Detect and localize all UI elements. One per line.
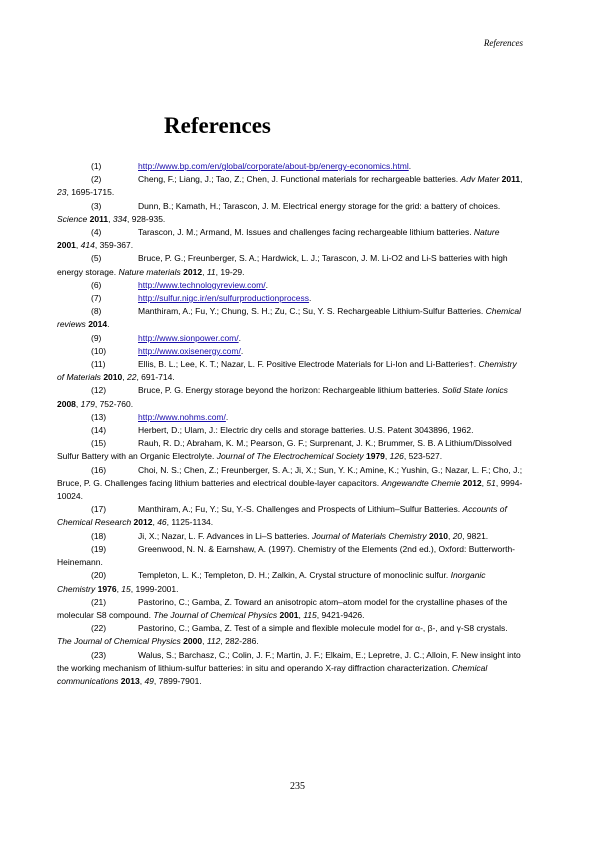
reference-year: 1979	[366, 451, 385, 462]
reference-link[interactable]: http://www.technologyreview.com/	[138, 279, 266, 290]
reference-italic-text: Solid State Ionics	[442, 385, 508, 396]
reference-text: ,	[202, 266, 207, 277]
reference-list	[57, 160, 523, 688]
reference-number: (22)	[91, 623, 107, 634]
reference-year: 1976	[97, 583, 117, 594]
reference-year: 2001	[279, 609, 299, 620]
reference-text: , 1999-2001.	[130, 583, 179, 594]
reference-italic-text: 15	[121, 583, 131, 594]
reference-text: Templeton, L. K.; Templeton, D. H.; Zalkin, A. Crystal structure of monoclinic sulfur.	[138, 570, 451, 581]
reference-item	[57, 437, 523, 463]
reference-text: , 1125-1134.	[166, 517, 214, 528]
reference-italic-text: 112	[206, 636, 221, 647]
reference-italic-text: Journal of Materials Chemistry	[311, 530, 427, 541]
reference-text: , 752-760.	[94, 398, 134, 409]
reference-number: (10)	[91, 345, 107, 356]
reference-text: ,	[298, 609, 304, 620]
reference-italic-text: 414	[80, 240, 95, 251]
reference-text: , 9994-10024.	[57, 477, 523, 502]
reference-italic-text: Inorganic Chemistry	[57, 570, 486, 594]
reference-italic-text: Chemical reviews	[57, 306, 522, 330]
reference-text: Manthiram, A.; Fu, Y.; Su, Y.-S. Challenges and Prospects of Lithium–Sulfur Batteries.	[138, 504, 463, 515]
reference-item	[57, 596, 523, 622]
reference-number: (1)	[91, 161, 102, 171]
reference-italic-text: 22	[126, 372, 137, 383]
reference-item	[57, 424, 523, 437]
reference-item	[57, 464, 523, 504]
reference-item	[57, 622, 523, 648]
reference-text: Choi, N. S.; Chen, Z.; Freunberger, S. A.; Ji, X.; Sun, Y. K.; Amine, K.; Yushin, G.; Nazar, L. F.; Cho, J.; Bruce, P. G. Challenges facing lithium batteries and electrical double-layer capacitors.	[57, 464, 523, 488]
reference-italic-text: 115	[303, 609, 317, 620]
reference-italic-text: Journal of The Electrochemical Society	[216, 451, 364, 462]
reference-link[interactable]: http://sulfur.nigc.ir/en/sulfurproductionprocess	[138, 293, 310, 304]
reference-number: (18)	[91, 530, 107, 541]
reference-text: ,	[520, 174, 523, 185]
reference-year: 2014	[88, 319, 108, 330]
reference-text: .	[265, 279, 268, 290]
reference-number: (20)	[91, 570, 107, 581]
reference-text: Ellis, B. L.; Lee, K. T.; Nazar, L. F. Positive Electrode Materials for Li-Ion and Li-Batteries†.	[138, 359, 479, 370]
reference-year: 2008	[57, 398, 76, 409]
reference-item	[57, 345, 523, 358]
reference-text: .	[238, 332, 242, 343]
reference-italic-text: Chemical communications	[57, 662, 488, 686]
reference-year: 2012	[462, 477, 482, 488]
reference-text: , 691-714.	[136, 372, 175, 383]
reference-italic-text: The Journal of Chemical Physics	[57, 636, 181, 647]
reference-number: (9)	[91, 332, 102, 343]
reference-text: .	[225, 411, 229, 422]
reference-number: (8)	[91, 306, 102, 317]
reference-text: Dunn, B.; Kamath, H.; Tarascon, J. M. Electrical energy storage for the grid: a battery of choices.	[138, 200, 501, 211]
reference-item	[57, 160, 523, 173]
reference-text: .	[309, 293, 312, 304]
reference-item	[57, 305, 523, 331]
reference-link[interactable]: http://www.oxisenergy.com/	[138, 345, 241, 356]
reference-italic-text: Chemistry of Materials	[57, 359, 517, 383]
reference-italic-text: Nature	[473, 227, 500, 238]
reference-text: , 359-367.	[94, 240, 134, 251]
reference-item	[57, 358, 523, 384]
reference-year: 2013	[120, 675, 140, 686]
reference-italic-text: 334	[112, 213, 127, 224]
reference-number: (4)	[91, 227, 102, 238]
reference-number: (6)	[91, 279, 102, 290]
reference-text: , 282-286.	[220, 636, 259, 647]
reference-text: ,	[152, 517, 158, 528]
reference-number: (13)	[91, 411, 107, 422]
reference-item	[57, 252, 523, 278]
reference-link[interactable]: http://www.nohms.com/	[138, 411, 226, 422]
reference-text: .	[408, 161, 412, 171]
page-title: References	[164, 113, 271, 138]
reference-text: ,	[108, 213, 113, 224]
reference-text: , 9421-9426.	[316, 609, 365, 620]
reference-text: ,	[139, 675, 145, 686]
reference-text: ,	[447, 530, 453, 541]
reference-number: (23)	[91, 649, 107, 660]
reference-number: (2)	[91, 174, 102, 185]
reference-italic-text: 20	[452, 530, 463, 541]
reference-text: , 9821.	[462, 530, 489, 541]
reference-text: , 928-935.	[127, 213, 166, 224]
reference-text: ,	[202, 636, 207, 647]
page-number: 235	[290, 781, 305, 792]
reference-italic-text: Nature materials	[118, 266, 181, 277]
reference-year: 2011	[89, 213, 109, 224]
reference-italic-text: Accounts of Chemical Research	[57, 504, 507, 528]
reference-item	[57, 649, 523, 689]
reference-text: Ji, X.; Nazar, L. F. Advances in Li–S batteries.	[138, 530, 312, 541]
reference-text: Herbert, D.; Ulam, J.: Electric dry cells and storage batteries. U.S. Patent 3043896, 1962.	[138, 425, 474, 436]
reference-link[interactable]: http://www.bp.com/en/global/corporate/about-bp/energy-economics.html	[138, 161, 409, 171]
reference-year: 2010	[103, 372, 123, 383]
reference-item	[57, 543, 523, 569]
reference-item	[57, 411, 523, 424]
reference-number: (15)	[91, 438, 107, 449]
reference-text: , 7899-7901.	[153, 675, 202, 686]
reference-italic-text: 126	[389, 451, 404, 462]
reference-number: (17)	[91, 504, 107, 515]
reference-number: (12)	[91, 385, 107, 396]
reference-item	[57, 200, 523, 226]
reference-text: ,	[75, 240, 81, 251]
reference-italic-text: Angewandte Chemie	[381, 477, 461, 488]
reference-text: Pastorino, C.; Gamba, Z. Toward an anisotropic atom–atom model for the crystalline phases of the molecular S8 compound.	[57, 596, 508, 620]
reference-year: 2012	[133, 517, 153, 528]
reference-item	[57, 226, 523, 252]
reference-italic-text: 11	[206, 266, 216, 277]
reference-text: ,	[116, 583, 122, 594]
reference-italic-text: 49	[144, 675, 154, 686]
reference-text: ,	[122, 372, 127, 383]
reference-year: 2000	[183, 636, 203, 647]
reference-italic-text: Adv Mater	[460, 174, 500, 185]
running-header: References	[483, 38, 523, 48]
reference-text: , 1695-1715.	[66, 187, 115, 198]
reference-text: ,	[481, 477, 487, 488]
reference-italic-text: 23	[57, 187, 67, 198]
reference-year: 2001	[57, 240, 76, 251]
reference-item	[57, 569, 523, 595]
reference-text: .	[107, 319, 110, 330]
reference-text: Rauh, R. D.; Abraham, K. M.; Pearson, G. F.; Surprenant, J. K.; Brummer, S. B. A Lithium/Dissolved Sulfur Battery with an Organic Electrolyte.	[57, 438, 512, 462]
reference-item	[57, 530, 523, 543]
reference-number: (5)	[91, 253, 102, 264]
reference-text: , 523-527.	[403, 451, 443, 462]
reference-number: (11)	[91, 359, 106, 370]
reference-italic-text: 46	[157, 517, 167, 528]
reference-item	[57, 332, 523, 345]
reference-text: Bruce, P. G.; Freunberger, S. A.; Hardwick, L. J.; Tarascon, J. M. Li-O2 and Li-S batteries with high energy storage.	[57, 253, 508, 277]
reference-text: , 19-29.	[215, 266, 245, 277]
reference-year: 2012	[183, 266, 203, 277]
reference-text: ,	[384, 451, 390, 462]
reference-text: Tarascon, J. M.; Armand, M. Issues and challenges facing rechargeable lithium batteries.	[138, 227, 474, 238]
reference-number: (19)	[91, 543, 107, 554]
reference-text: Walus, S.; Barchasz, C.; Colin, J. F.; Martin, J. F.; Elkaim, E.; Lepretre, J. C.; Alloin, F. New insight into the working mechanism of lithium-sulfur batteries: in situ and operando X-ray diffraction characterization.	[57, 649, 521, 673]
reference-text: Bruce, P. G. Energy storage beyond the horizon: Rechargeable lithium batteries.	[138, 385, 443, 396]
reference-year: 2010	[429, 530, 448, 541]
reference-italic-text: 51	[486, 477, 496, 488]
reference-item	[57, 503, 523, 529]
reference-text: Greenwood, N. N. & Earnshaw, A. (1997). Chemistry of the Elements (2nd ed.), Oxford: Butterworth-Heinemann.	[57, 543, 515, 568]
reference-italic-text: 179	[80, 398, 95, 409]
reference-italic-text: Science	[57, 213, 88, 224]
reference-number: (16)	[91, 464, 107, 475]
reference-item	[57, 292, 523, 305]
reference-text: ,	[75, 398, 81, 409]
reference-text: Cheng, F.; Liang, J.; Tao, Z.; Chen, J. Functional materials for rechargeable batteries.	[138, 174, 461, 185]
reference-text: Pastorino, C.; Gamba, Z. Test of a simple and flexible molecule model for α-, β-, and γ-S8 crystals.	[138, 623, 508, 634]
reference-link[interactable]: http://www.sionpower.com/	[138, 332, 239, 343]
reference-number: (7)	[91, 293, 102, 304]
reference-item	[57, 173, 523, 199]
reference-item	[57, 384, 523, 410]
reference-number: (3)	[91, 200, 102, 211]
reference-italic-text: The Journal of Chemical Physics	[153, 609, 278, 620]
reference-item	[57, 279, 523, 292]
reference-text: .	[240, 345, 244, 356]
reference-number: (14)	[91, 425, 107, 436]
reference-number: (21)	[91, 596, 107, 607]
reference-year: 2011	[501, 174, 521, 185]
reference-text: Manthiram, A.; Fu, Y.; Chung, S. H.; Zu, C.; Su, Y. S. Rechargeable Lithium-Sulfur Batteries.	[138, 306, 486, 317]
